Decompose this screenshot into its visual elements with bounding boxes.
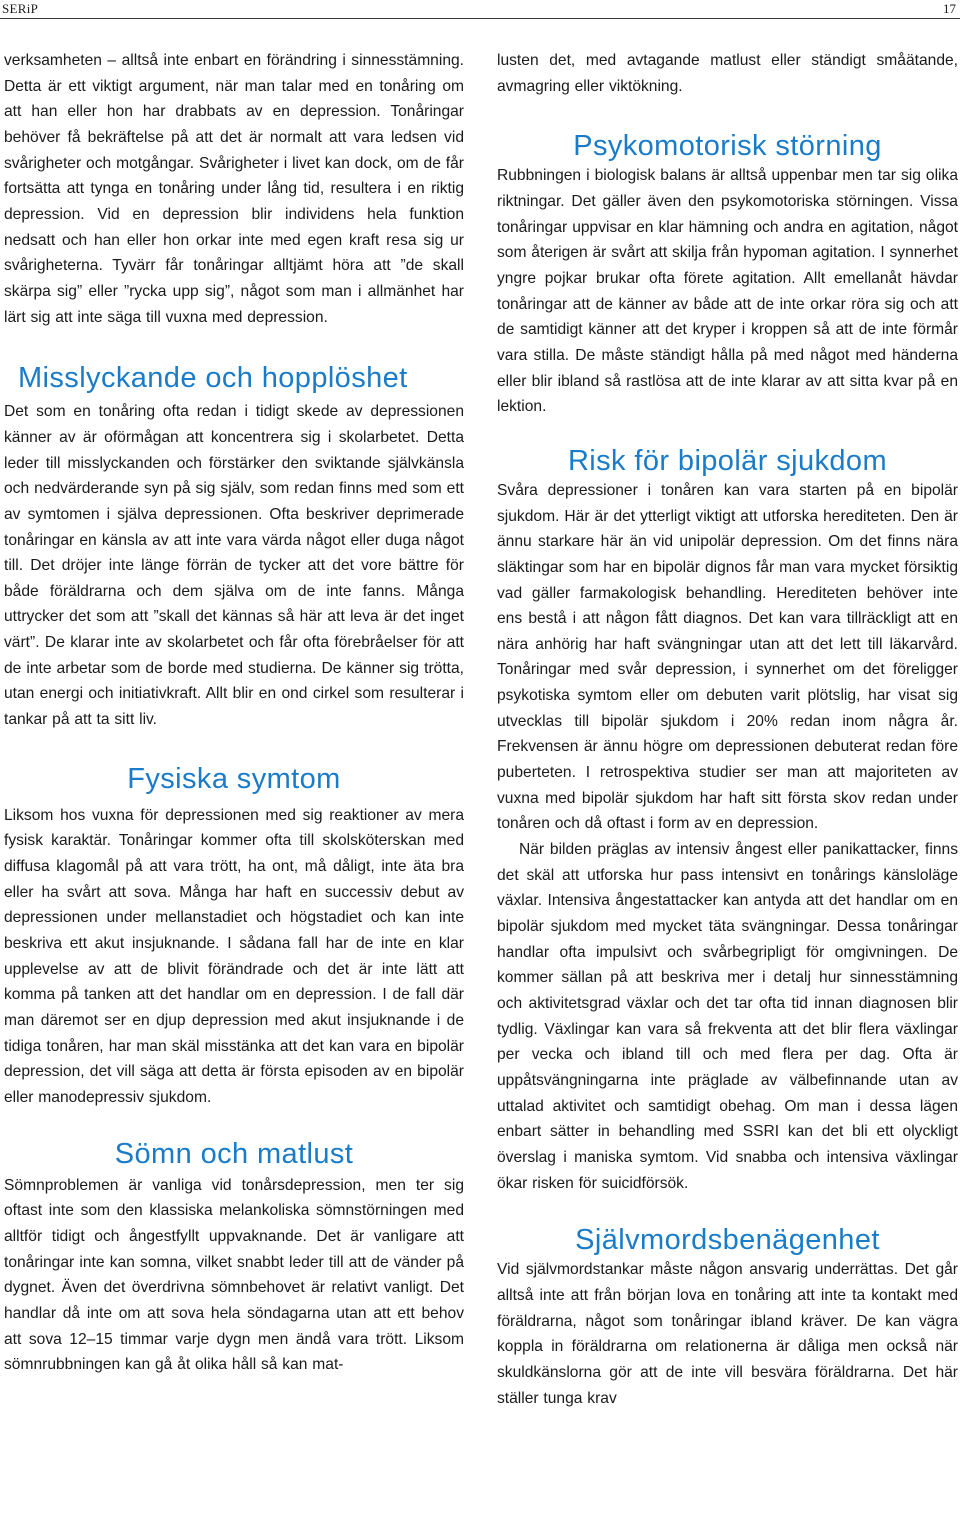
paragraph: Det som en tonåring ofta redan i tidigt skede av depressionen känner av är oförmågan att koncentrera sig i skolarbetet. Detta leder till misslyckanden och förstärker den sviktande självkänsla och nedvärderande syn på sig själv, som redan finns med som ett av symtomen i själva depressionen. Ofta beskriver deprimerade tonåringar en känsla av att inte vara värda något eller duga något till. Det dröjer inte länge förrän de tycker att det vore bättre för både föräldrarna och dem själva om de inte fanns. Många uttrycker det som att ”skall det kännas så här att leva är det inget värt”. De klarar inte av skolarbetet och får ofta förebråelser för att de inte arbetar som de borde med studierna. De känner sig trötta, utan energi och initiativkraft. Allt blir en ond cirkel som resulterar i tankar på att ta sitt liv. <box>4 403 464 729</box>
paragraph: När bilden präglas av intensiv ångest eller panikattacker, finns det skäl att utforska hur pass intensivt en tonårings känsloläge växlar. Intensiva ångestattacker kan antyda att det handlar om en bipolär sjukdom med mycket täta svängningar. Dessa tonåringar handlar ofta impulsivt och svårbegripligt för omgivningen. De kommer sällan på att beskriva mer i detalj hur sinnesstämning och aktivitetsgrad växlar och det tar ofta tid innan diagnosen blir tydlig. Växlingar kan vara så frekventa att det blir flera växlingar per vecka och ibland till och med flera per dag. Ofta är uppåtsvängningarna inte präglade av välbefinnande utan av uttalad aktivitet och samtidigt obehag. Om man i dessa lägen enbart sätter in behandling med SSRI kan det bli ett olyckligt överslag i maniska symtom. Vid snabba och intensiva växlingar ökar risken för suicidförsök. <box>497 841 958 1192</box>
journal-brand: SERiP <box>2 1 39 16</box>
section-heading-fysiska-symtom: Fysiska symtom <box>127 762 341 795</box>
left-column <box>4 48 464 1378</box>
paragraph: Rubbningen i biologisk balans är alltså uppenbar men tar sig olika riktningar. Det gäller även den psykomotoriska störningen. Vissa tonåringar uppvisar en klar hämning och andra en agitation, något som återigen är svårt att skilja från hypoman agitation. I synnerhet yngre pojkar brukar ofta förete agitation. Allt emellanåt hävdar tonåringar att de känner av både att de inte orkar röra sig och att de samtidigt känner att det kryper i kroppen så att de inte förmår vara stilla. De måste ständigt hålla på med något med händerna eller blir ibland så rastlösa att de inte klarar av att sitta kvar på en lektion. <box>497 167 958 416</box>
paragraph: Vid självmordstankar måste någon ansvarig underrättas. Det går alltså inte att från början lova en tonåring att inte ta kontakt med föräldrarna, något som tonåringar ibland kräver. De kan vägra koppla in föräldrarna om relationerna är dåliga men också när skuldkänslorna gör att de inte vill besvära föräldrarna. Det här ställer tunga krav <box>497 1261 958 1407</box>
right-column <box>497 48 958 1411</box>
paragraph: verksamheten – alltså inte enbart en förändring i sinnesstämning. Detta är ett viktigt argument, när man talar med en tonåring om att han eller hon har drabbats av en depression. Tonåringar behöver få bekräftelse på att det är normalt att vara ledsen vid svårigheter och motgångar. Svårigheter i livet kan dock, om de får fortsätta att tynga en tonåring under lång tid, resultera i en riktig depression. Vid en depression blir individens hela funktion nedsatt och han eller hon orkar inte med egen kraft resa sig ur svårigheterna. Tyvärr får tonåringar alltjämt höra att ”de skall skärpa sig” eller ”rycka upp sig”, något som man i allmänhet har lärt sig att inte säga till vuxna med depression. <box>4 52 464 326</box>
paragraph: Svåra depressioner i tonåren kan vara starten på en bipolär sjukdom. Här är det ytterligt viktigt att utforska herediteten. Den är ännu starkare här än vid unipolär depression. Om det finns nära släktingar som har en bipolär dignos får man vara mycket försiktig vad gäller farmakologisk behandling. Herediteten behöver inte ens bestå i att någon fått diagnos. Det kan vara tillräckligt att en nära anhörig har haft svängningar utan att det lett till läkarvård. Tonåringar med svår depression, i synnerhet om det föreligger psykotiska symtom eller om debuten varit plötslig, har visat sig utvecklas till bipolär sjukdom i 20% redan inom några år. Frekvensen är ännu högre om depressionen debuterat redan före puberteten. I retrospektiva studier ser man att majoriteten av vuxna med bipolär sjukdom har haft sitt första skov redan under tonåren och då oftast i form av en depression. <box>497 481 958 833</box>
section-heading-sjalvmord: Självmordsbenägenhet <box>575 1224 880 1257</box>
section-heading-misslyckande: Misslyckande och hopplöshet <box>18 362 408 395</box>
paragraph: Sömnproblemen är vanliga vid tonårsdepression, men ter sig oftast inte som den klassiska melankoliska sömnstörningen med alltför tidigt och ångestfyllt uppvaknande. Det är vanligare att tonåringar inte kan somna, vilket snabbt leder till att de vänder på dygnet. Även det överdrivna sömnbehovet är relativt vanligt. Det handlar då inte om att sova hela söndagarna utan att ett behov att sova 12–15 timmar varje dygn men ändå vara trött. Liksom sömnrubbningen kan gå åt olika håll så kan mat- <box>4 1176 464 1374</box>
section-heading-somn-och-matlust: Sömn och matlust <box>114 1137 354 1170</box>
page-header <box>0 0 960 19</box>
page-number: 17 <box>943 1 956 16</box>
section-heading-risk-bipolar: Risk för bipolär sjukdom <box>567 444 888 477</box>
paragraph: lusten det, med avtagande matlust eller ständigt småätande, avmagring eller viktökning. <box>497 52 958 95</box>
paragraph: Liksom hos vuxna för depressionen med sig reaktioner av mera fysisk karaktär. Tonåringar kommer ofta till skolsköterskan med diffusa klagomål på att vara trött, ha ont, må dåligt, inte äta bra eller ha svårt att sova. Många har haft en successiv debut av depressionen under mellanstadiet och högstadiet och kan inte beskriva ett akut insjuknande. I sådana fall har de inte en klar upplevelse av att de blivit förändrade och det är inte lätt att komma på tanken att det handlar om en depression. I de fall där man däremot ser en djup depression med akut insjuknande i de tidiga tonåren, har man skäl misstänka att det kan vara en bipolär depression, det vill säga att detta är första episoden av en bipolär eller manodepressiv sjukdom. <box>4 806 464 1106</box>
section-heading-psykomotorisk: Psykomotorisk störning <box>573 130 882 163</box>
